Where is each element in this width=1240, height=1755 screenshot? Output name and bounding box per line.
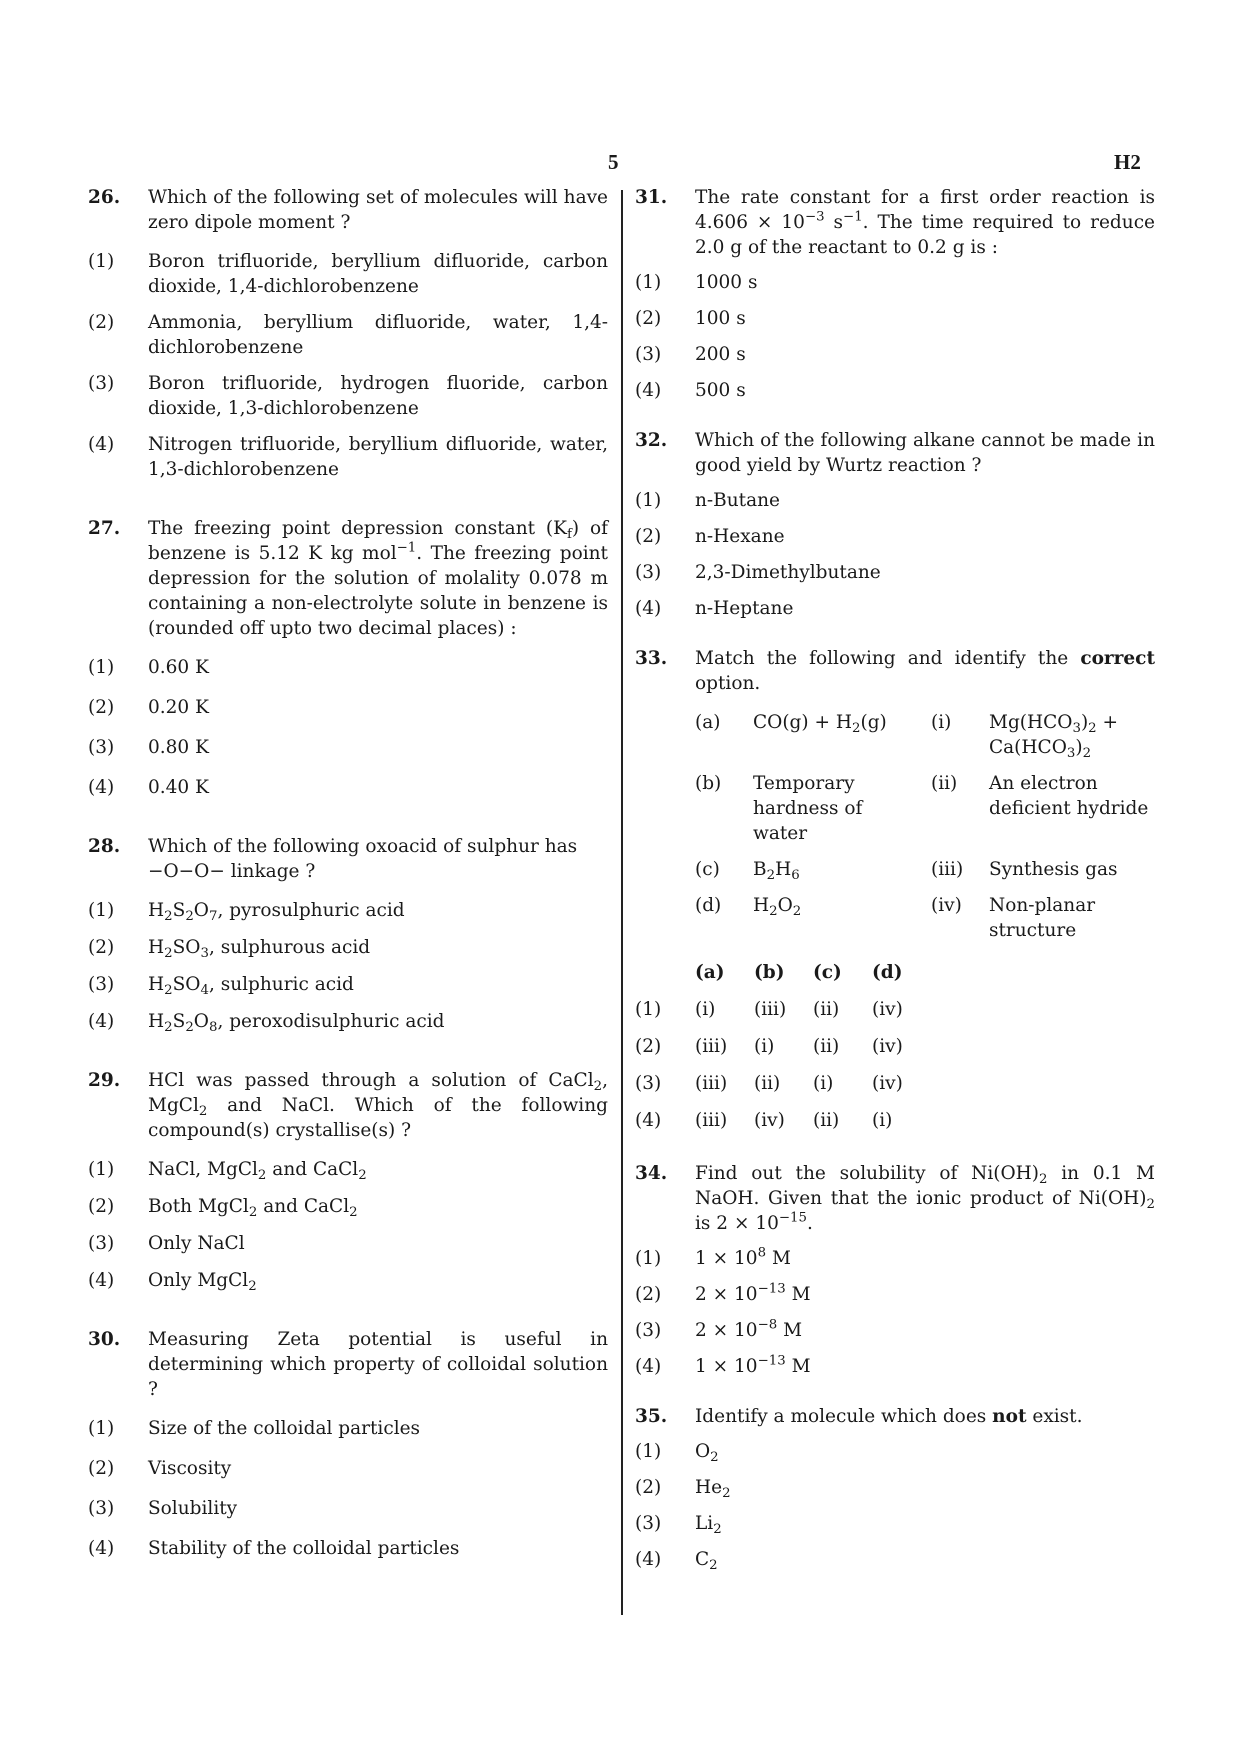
question-text: Measuring Zeta potential is useful in determining which property of colloidal solution ? xyxy=(148,1329,608,1400)
option[interactable]: (4) $C_2$ xyxy=(635,1549,718,1573)
question-number: 26. xyxy=(88,187,121,208)
question-number: 33. xyxy=(635,648,668,669)
option[interactable]: (4) 500 s xyxy=(635,380,746,401)
option[interactable]: (1) (i) (iii) (ii) (iv) xyxy=(635,999,903,1020)
option[interactable]: (4) $1 \times 10^{-13}$ M xyxy=(635,1353,811,1377)
option[interactable]: (4) Nitrogen trifluoride, beryllium difluoride, water, 1,3-dichlorobenzene xyxy=(88,434,608,480)
option[interactable]: (2) 0.20 K xyxy=(88,697,209,718)
option[interactable]: (1) $O_2$ xyxy=(635,1441,719,1465)
option[interactable]: (3) $2 \times 10^{-8}$ M xyxy=(635,1317,803,1341)
option[interactable]: (2) Viscosity xyxy=(88,1458,232,1479)
question-text: Which of the following alkane cannot be made in good yield by Wurtz reaction ? xyxy=(695,430,1155,476)
question-28 xyxy=(88,834,608,884)
question-text: Which of the following oxoacid of sulphur has −O−O− linkage ? xyxy=(148,836,578,882)
option[interactable]: (1) $1 \times 10^8$ M xyxy=(635,1245,791,1269)
question-text: The freezing point depression constant $(K_f)$ of benzene is 5.12 K kg mol$^{-1}$. The freezing point depression for the solution of molality 0.078 m containing a non-electrolyte solute in benzene is (rounded off upto two decimal places) : xyxy=(148,518,608,639)
option[interactable]: (3) Only NaCl xyxy=(88,1233,245,1254)
option[interactable]: (1) 0.60 K xyxy=(88,657,209,678)
option[interactable]: (3) 2,3-Dimethylbutane xyxy=(635,562,881,583)
option[interactable]: (1) Size of the colloidal particles xyxy=(88,1418,421,1439)
option[interactable]: (1) 1000 s xyxy=(635,272,758,293)
match-table: (a) $CO(g) + H_2(g)$ (i) $Mg(HCO_3)_2$ + $Ca(HCO_3)_2$ (b) Temporary hardness of water (ii) An electron deficient hydride (c) $B_2H_6$ (iii) Synthesis gas (d) $H_2O_2$ (iv) Non-planar structure xyxy=(695,712,1149,941)
answer-grid: (a) (b) (c) (d) (1) (i) (iii) (ii) (iv) (2) (iii) (i) (ii) (iv) (3) (iii) (ii) (i) (iv) (4) (iii) (iv) (ii) (i) xyxy=(635,960,1155,1145)
option[interactable]: (4) Stability of the colloidal particles xyxy=(88,1538,460,1559)
option[interactable]: (2) (iii) (i) (ii) (iv) xyxy=(635,1036,903,1057)
question-text: Identify a molecule which does not exist. xyxy=(695,1406,1083,1427)
option[interactable]: (4) (iii) (iv) (ii) (i) xyxy=(635,1110,893,1131)
option[interactable]: (2) Ammonia, beryllium difluoride, water, 1,4-dichlorobenzene xyxy=(88,312,608,358)
question-26 xyxy=(88,185,608,235)
question-number: 29. xyxy=(88,1070,121,1091)
option[interactable]: (1) Boron trifluoride, beryllium difluoride, carbon dioxide, 1,4-dichlorobenzene xyxy=(88,251,608,297)
question-number: 31. xyxy=(635,187,668,208)
option[interactable]: (4) $H_2S_2O_8$, peroxodisulphuric acid xyxy=(88,1011,445,1035)
option[interactable]: (2) n-Hexane xyxy=(635,526,785,547)
option[interactable]: (3) $Li_2$ xyxy=(635,1513,722,1537)
question-number: 30. xyxy=(88,1329,121,1350)
option[interactable]: (3) (iii) (ii) (i) (iv) xyxy=(635,1073,903,1094)
question-number: 35. xyxy=(635,1406,668,1427)
option[interactable]: (2) Both MgCl$_2$ and CaCl$_2$ xyxy=(88,1196,358,1220)
option[interactable]: (3) $H_2SO_4$, sulphuric acid xyxy=(88,974,354,998)
question-29 xyxy=(88,1068,608,1143)
option[interactable]: (2) 100 s xyxy=(635,308,746,329)
option[interactable]: (1) $H_2S_2O_7$, pyrosulphuric acid xyxy=(88,900,405,924)
question-number: 34. xyxy=(635,1163,668,1184)
option[interactable]: (3) Boron trifluoride, hydrogen fluoride, carbon dioxide, 1,3-dichlorobenzene xyxy=(88,373,608,419)
right-column xyxy=(635,185,1155,1572)
option[interactable]: (3) 0.80 K xyxy=(88,737,209,758)
question-text: Match the following and identify the correct option. xyxy=(695,648,1155,694)
question-text: Find out the solubility of $Ni(OH)_2$ in 0.1 M NaOH. Given that the ionic product of $Ni(OH)_2$ is $2 \times 10^{-15}$. xyxy=(695,1163,1155,1234)
option[interactable]: (3) Solubility xyxy=(88,1498,238,1519)
question-text: HCl was passed through a solution of CaCl$_2$, MgCl$_2$ and NaCl. Which of the following compound(s) crystallise(s) ? xyxy=(148,1070,608,1141)
question-text: The rate constant for a first order reaction is $4.606 \times 10^{-3}$ $s^{-1}$. The time required to reduce 2.0 g of the reactant to 0.2 g is : xyxy=(695,187,1155,258)
question-text: Which of the following set of molecules will have zero dipole moment ? xyxy=(148,187,608,233)
option[interactable]: (1) NaCl, MgCl$_2$ and CaCl$_2$ xyxy=(88,1159,367,1183)
paper-code: H2 xyxy=(1114,150,1141,174)
option[interactable]: (4) 0.40 K xyxy=(88,777,209,798)
left-column xyxy=(88,185,608,1561)
question-number: 28. xyxy=(88,836,121,857)
question-number: 27. xyxy=(88,518,121,539)
option[interactable]: (2) $He_2$ xyxy=(635,1477,731,1501)
option[interactable]: (3) 200 s xyxy=(635,344,746,365)
question-30 xyxy=(88,1327,608,1402)
option[interactable]: (1) n-Butane xyxy=(635,490,781,511)
question-31 xyxy=(635,185,1155,260)
question-27 xyxy=(88,516,608,641)
column-divider xyxy=(621,190,623,1615)
question-32 xyxy=(635,428,1155,478)
question-35 xyxy=(635,1404,1155,1429)
option[interactable]: (2) $H_2SO_3$, sulphurous acid xyxy=(88,937,371,961)
option[interactable]: (4) n-Heptane xyxy=(635,598,794,619)
question-number: 32. xyxy=(635,430,668,451)
option[interactable]: (4) Only MgCl$_2$ xyxy=(88,1270,257,1294)
page-number: 5 xyxy=(608,150,619,174)
question-34 xyxy=(635,1161,1155,1236)
question-33 xyxy=(635,646,1155,696)
option[interactable]: (2) $2 \times 10^{-13}$ M xyxy=(635,1281,811,1305)
